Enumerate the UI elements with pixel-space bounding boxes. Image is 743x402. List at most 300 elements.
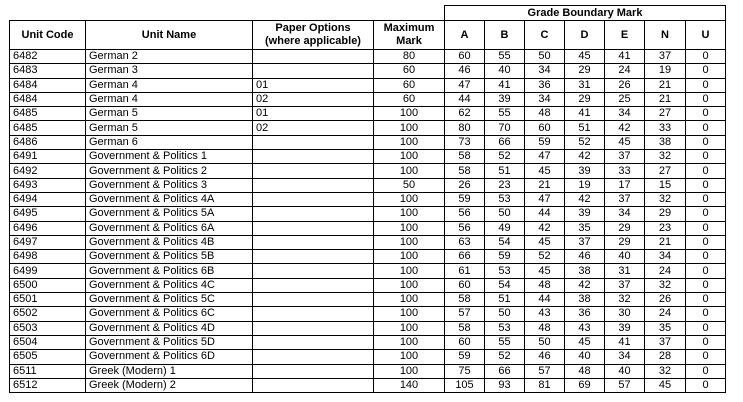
grade-e-cell: 33 bbox=[605, 164, 645, 178]
grade-d-header: D bbox=[565, 21, 605, 50]
paper-options-header bbox=[253, 21, 374, 50]
grade-d-cell: 42 bbox=[565, 150, 605, 164]
unit-name-cell: Government & Politics 5C bbox=[86, 293, 253, 307]
unit-name-cell: Government & Politics 5A bbox=[86, 207, 253, 221]
paper-option-cell bbox=[253, 164, 374, 178]
grade-u-cell: 0 bbox=[686, 264, 726, 278]
grade-d-cell: 38 bbox=[565, 293, 605, 307]
grade-c-cell: 50 bbox=[525, 335, 565, 349]
unit-name-cell: German 5 bbox=[86, 107, 253, 121]
grade-u-cell: 0 bbox=[686, 221, 726, 235]
header-row-2 bbox=[10, 21, 726, 50]
paper-option-cell bbox=[253, 250, 374, 264]
paper-option-cell bbox=[253, 278, 374, 292]
grade-a-cell: 75 bbox=[445, 364, 485, 378]
paper-option-cell bbox=[253, 64, 374, 78]
unit-code-cell: 6504 bbox=[10, 335, 86, 349]
table-row bbox=[10, 50, 726, 64]
grade-d-cell: 69 bbox=[565, 378, 605, 392]
grade-d-cell: 46 bbox=[565, 250, 605, 264]
grade-a-cell: 44 bbox=[445, 92, 485, 106]
grade-c-cell: 34 bbox=[525, 92, 565, 106]
grade-a-cell: 62 bbox=[445, 107, 485, 121]
grade-n-cell: 32 bbox=[645, 278, 686, 292]
grade-b-cell: 50 bbox=[485, 207, 525, 221]
maximum-mark-cell: 100 bbox=[374, 307, 445, 321]
maximum-line2: Mark bbox=[396, 35, 422, 47]
table-row bbox=[10, 78, 726, 92]
grade-n-header: N bbox=[645, 21, 686, 50]
unit-name-cell: Government & Politics 4D bbox=[86, 321, 253, 335]
unit-name-cell: Government & Politics 5B bbox=[86, 250, 253, 264]
unit-name-cell: Government & Politics 6B bbox=[86, 264, 253, 278]
grade-d-cell: 45 bbox=[565, 335, 605, 349]
table-row bbox=[10, 121, 726, 135]
paper-option-cell bbox=[253, 335, 374, 349]
grade-b-cell: 51 bbox=[485, 293, 525, 307]
grade-c-cell: 44 bbox=[525, 207, 565, 221]
unit-code-cell: 6501 bbox=[10, 293, 86, 307]
grade-b-cell: 66 bbox=[485, 135, 525, 149]
grade-a-cell: 56 bbox=[445, 207, 485, 221]
grade-b-header: B bbox=[485, 21, 525, 50]
grade-e-cell: 34 bbox=[605, 350, 645, 364]
grade-u-cell: 0 bbox=[686, 121, 726, 135]
header-spacer bbox=[10, 6, 445, 21]
grade-u-cell: 0 bbox=[686, 278, 726, 292]
grade-c-cell: 60 bbox=[525, 121, 565, 135]
paper-option-cell bbox=[253, 293, 374, 307]
paper-option-cell bbox=[253, 178, 374, 192]
unit-name-cell: Government & Politics 3 bbox=[86, 178, 253, 192]
grade-b-cell: 23 bbox=[485, 178, 525, 192]
grade-d-cell: 36 bbox=[565, 307, 605, 321]
maximum-mark-header bbox=[374, 21, 445, 50]
table-row bbox=[10, 364, 726, 378]
grade-n-cell: 37 bbox=[645, 335, 686, 349]
grade-b-cell: 41 bbox=[485, 78, 525, 92]
maximum-mark-cell: 100 bbox=[374, 135, 445, 149]
grade-a-cell: 63 bbox=[445, 235, 485, 249]
grade-u-cell: 0 bbox=[686, 178, 726, 192]
grade-n-cell: 29 bbox=[645, 207, 686, 221]
paper-option-cell bbox=[253, 364, 374, 378]
grade-c-cell: 36 bbox=[525, 78, 565, 92]
table-body bbox=[10, 50, 726, 393]
grade-n-cell: 32 bbox=[645, 364, 686, 378]
paper-option-cell bbox=[253, 235, 374, 249]
paper-option-cell bbox=[253, 264, 374, 278]
table-row bbox=[10, 350, 726, 364]
grade-b-cell: 53 bbox=[485, 192, 525, 206]
grade-b-cell: 53 bbox=[485, 321, 525, 335]
grade-boundary-table-container bbox=[9, 5, 726, 393]
grade-b-cell: 70 bbox=[485, 121, 525, 135]
grade-u-cell: 0 bbox=[686, 164, 726, 178]
grade-b-cell: 54 bbox=[485, 235, 525, 249]
unit-code-header: Unit Code bbox=[10, 21, 86, 50]
grade-u-cell: 0 bbox=[686, 335, 726, 349]
unit-code-cell: 6498 bbox=[10, 250, 86, 264]
table-row bbox=[10, 307, 726, 321]
grade-b-cell: 54 bbox=[485, 278, 525, 292]
grade-u-cell: 0 bbox=[686, 64, 726, 78]
grade-n-cell: 15 bbox=[645, 178, 686, 192]
maximum-mark-cell: 50 bbox=[374, 178, 445, 192]
maximum-mark-cell: 100 bbox=[374, 164, 445, 178]
maximum-mark-cell: 100 bbox=[374, 335, 445, 349]
paper-option-cell bbox=[253, 150, 374, 164]
table-row bbox=[10, 92, 726, 106]
unit-code-cell: 6495 bbox=[10, 207, 86, 221]
grade-e-cell: 42 bbox=[605, 121, 645, 135]
grade-d-cell: 38 bbox=[565, 264, 605, 278]
maximum-mark-cell: 100 bbox=[374, 107, 445, 121]
maximum-mark-cell: 100 bbox=[374, 278, 445, 292]
grade-b-cell: 51 bbox=[485, 164, 525, 178]
grade-e-cell: 37 bbox=[605, 278, 645, 292]
grade-a-cell: 59 bbox=[445, 350, 485, 364]
grade-n-cell: 21 bbox=[645, 78, 686, 92]
unit-code-cell: 6492 bbox=[10, 164, 86, 178]
grade-d-cell: 41 bbox=[565, 107, 605, 121]
grade-d-cell: 29 bbox=[565, 92, 605, 106]
unit-name-cell: Government & Politics 6D bbox=[86, 350, 253, 364]
unit-name-cell: Government & Politics 6C bbox=[86, 307, 253, 321]
grade-a-cell: 60 bbox=[445, 335, 485, 349]
grade-n-cell: 28 bbox=[645, 350, 686, 364]
maximum-mark-cell: 100 bbox=[374, 221, 445, 235]
grade-e-cell: 41 bbox=[605, 335, 645, 349]
unit-name-cell: Government & Politics 5D bbox=[86, 335, 253, 349]
grade-c-cell: 45 bbox=[525, 164, 565, 178]
header-row-1 bbox=[10, 6, 726, 21]
grade-a-cell: 26 bbox=[445, 178, 485, 192]
grade-d-cell: 39 bbox=[565, 207, 605, 221]
grade-b-cell: 40 bbox=[485, 64, 525, 78]
grade-a-cell: 58 bbox=[445, 164, 485, 178]
grade-e-cell: 39 bbox=[605, 321, 645, 335]
grade-c-cell: 46 bbox=[525, 350, 565, 364]
grade-u-cell: 0 bbox=[686, 235, 726, 249]
grade-e-cell: 40 bbox=[605, 250, 645, 264]
grade-c-cell: 48 bbox=[525, 107, 565, 121]
unit-code-cell: 6482 bbox=[10, 50, 86, 64]
paper-option-cell bbox=[253, 135, 374, 149]
table-row bbox=[10, 164, 726, 178]
unit-code-cell: 6484 bbox=[10, 78, 86, 92]
grade-b-cell: 55 bbox=[485, 107, 525, 121]
unit-code-cell: 6497 bbox=[10, 235, 86, 249]
grade-n-cell: 26 bbox=[645, 293, 686, 307]
table-row bbox=[10, 378, 726, 392]
grade-u-cell: 0 bbox=[686, 307, 726, 321]
grade-n-cell: 45 bbox=[645, 378, 686, 392]
grade-a-cell: 73 bbox=[445, 135, 485, 149]
grade-u-cell: 0 bbox=[686, 135, 726, 149]
grade-d-cell: 43 bbox=[565, 321, 605, 335]
grade-n-cell: 27 bbox=[645, 164, 686, 178]
grade-n-cell: 24 bbox=[645, 307, 686, 321]
grade-d-cell: 45 bbox=[565, 50, 605, 64]
grade-a-cell: 46 bbox=[445, 64, 485, 78]
grade-a-cell: 56 bbox=[445, 221, 485, 235]
grade-n-cell: 34 bbox=[645, 250, 686, 264]
paper-option-cell bbox=[253, 350, 374, 364]
maximum-mark-cell: 100 bbox=[374, 250, 445, 264]
grade-c-cell: 48 bbox=[525, 278, 565, 292]
grade-c-header: C bbox=[525, 21, 565, 50]
grade-e-cell: 34 bbox=[605, 207, 645, 221]
grade-u-cell: 0 bbox=[686, 78, 726, 92]
paper-option-cell: 01 bbox=[253, 78, 374, 92]
table-row bbox=[10, 192, 726, 206]
grade-d-cell: 39 bbox=[565, 164, 605, 178]
unit-name-header: Unit Name bbox=[86, 21, 253, 50]
table-row bbox=[10, 250, 726, 264]
grade-n-cell: 24 bbox=[645, 264, 686, 278]
grade-c-cell: 43 bbox=[525, 307, 565, 321]
grade-a-header: A bbox=[445, 21, 485, 50]
maximum-mark-cell: 100 bbox=[374, 321, 445, 335]
grade-c-cell: 50 bbox=[525, 50, 565, 64]
grade-a-cell: 61 bbox=[445, 264, 485, 278]
unit-name-cell: German 5 bbox=[86, 121, 253, 135]
maximum-mark-cell: 140 bbox=[374, 378, 445, 392]
grade-u-cell: 0 bbox=[686, 364, 726, 378]
grade-a-cell: 105 bbox=[445, 378, 485, 392]
grade-c-cell: 59 bbox=[525, 135, 565, 149]
table-row bbox=[10, 221, 726, 235]
grade-a-cell: 60 bbox=[445, 278, 485, 292]
grade-d-cell: 52 bbox=[565, 135, 605, 149]
grade-c-cell: 52 bbox=[525, 250, 565, 264]
maximum-mark-cell: 80 bbox=[374, 50, 445, 64]
grade-c-cell: 21 bbox=[525, 178, 565, 192]
unit-name-cell: German 4 bbox=[86, 78, 253, 92]
grade-e-cell: 17 bbox=[605, 178, 645, 192]
grade-e-cell: 29 bbox=[605, 235, 645, 249]
grade-e-cell: 37 bbox=[605, 192, 645, 206]
paper-options-line1: Paper Options bbox=[275, 22, 351, 34]
grade-n-cell: 32 bbox=[645, 150, 686, 164]
grade-c-cell: 48 bbox=[525, 321, 565, 335]
unit-code-cell: 6491 bbox=[10, 150, 86, 164]
grade-e-cell: 30 bbox=[605, 307, 645, 321]
unit-code-cell: 6485 bbox=[10, 121, 86, 135]
unit-name-cell: German 2 bbox=[86, 50, 253, 64]
grade-u-cell: 0 bbox=[686, 293, 726, 307]
unit-code-cell: 6483 bbox=[10, 64, 86, 78]
unit-name-cell: Government & Politics 1 bbox=[86, 150, 253, 164]
paper-option-cell bbox=[253, 50, 374, 64]
grade-e-cell: 57 bbox=[605, 378, 645, 392]
maximum-mark-cell: 100 bbox=[374, 192, 445, 206]
maximum-mark-cell: 100 bbox=[374, 235, 445, 249]
grade-b-cell: 52 bbox=[485, 150, 525, 164]
table-row bbox=[10, 321, 726, 335]
unit-name-cell: Greek (Modern) 1 bbox=[86, 364, 253, 378]
grade-n-cell: 21 bbox=[645, 235, 686, 249]
grade-a-cell: 66 bbox=[445, 250, 485, 264]
table-row bbox=[10, 207, 726, 221]
unit-code-cell: 6499 bbox=[10, 264, 86, 278]
grade-c-cell: 47 bbox=[525, 192, 565, 206]
grade-e-cell: 45 bbox=[605, 135, 645, 149]
grade-n-cell: 27 bbox=[645, 107, 686, 121]
grade-u-cell: 0 bbox=[686, 207, 726, 221]
grade-d-cell: 42 bbox=[565, 278, 605, 292]
grade-e-cell: 31 bbox=[605, 264, 645, 278]
maximum-mark-cell: 100 bbox=[374, 150, 445, 164]
table-row bbox=[10, 264, 726, 278]
grade-a-cell: 58 bbox=[445, 293, 485, 307]
unit-code-cell: 6512 bbox=[10, 378, 86, 392]
maximum-mark-cell: 100 bbox=[374, 121, 445, 135]
table-row bbox=[10, 278, 726, 292]
grade-a-cell: 80 bbox=[445, 121, 485, 135]
grade-c-cell: 45 bbox=[525, 264, 565, 278]
table-row bbox=[10, 64, 726, 78]
unit-code-cell: 6502 bbox=[10, 307, 86, 321]
grade-b-cell: 93 bbox=[485, 378, 525, 392]
maximum-mark-cell: 100 bbox=[374, 293, 445, 307]
grade-e-cell: 37 bbox=[605, 150, 645, 164]
unit-code-cell: 6496 bbox=[10, 221, 86, 235]
grade-d-cell: 31 bbox=[565, 78, 605, 92]
grade-u-cell: 0 bbox=[686, 378, 726, 392]
table-row bbox=[10, 235, 726, 249]
unit-name-cell: Government & Politics 4B bbox=[86, 235, 253, 249]
grade-e-header: E bbox=[605, 21, 645, 50]
grade-e-cell: 29 bbox=[605, 221, 645, 235]
table-row bbox=[10, 135, 726, 149]
unit-name-cell: Greek (Modern) 2 bbox=[86, 378, 253, 392]
maximum-mark-cell: 100 bbox=[374, 264, 445, 278]
grade-e-cell: 34 bbox=[605, 107, 645, 121]
grade-n-cell: 21 bbox=[645, 92, 686, 106]
grade-c-cell: 44 bbox=[525, 293, 565, 307]
grade-n-cell: 38 bbox=[645, 135, 686, 149]
grade-d-cell: 29 bbox=[565, 64, 605, 78]
grade-d-cell: 42 bbox=[565, 192, 605, 206]
grade-b-cell: 50 bbox=[485, 307, 525, 321]
grade-a-cell: 47 bbox=[445, 78, 485, 92]
grade-b-cell: 59 bbox=[485, 250, 525, 264]
grade-c-cell: 57 bbox=[525, 364, 565, 378]
unit-name-cell: German 4 bbox=[86, 92, 253, 106]
unit-name-cell: Government & Politics 4A bbox=[86, 192, 253, 206]
grade-a-cell: 58 bbox=[445, 321, 485, 335]
table-row bbox=[10, 107, 726, 121]
grade-b-cell: 52 bbox=[485, 350, 525, 364]
grade-u-cell: 0 bbox=[686, 107, 726, 121]
grade-c-cell: 34 bbox=[525, 64, 565, 78]
unit-code-cell: 6485 bbox=[10, 107, 86, 121]
grade-u-cell: 0 bbox=[686, 192, 726, 206]
grade-boundary-header: Grade Boundary Mark bbox=[445, 6, 726, 21]
grade-a-cell: 58 bbox=[445, 150, 485, 164]
grade-u-cell: 0 bbox=[686, 350, 726, 364]
maximum-mark-cell: 100 bbox=[374, 364, 445, 378]
grade-e-cell: 25 bbox=[605, 92, 645, 106]
table-row bbox=[10, 150, 726, 164]
paper-option-cell bbox=[253, 192, 374, 206]
unit-code-cell: 6484 bbox=[10, 92, 86, 106]
grade-d-cell: 19 bbox=[565, 178, 605, 192]
grade-d-cell: 48 bbox=[565, 364, 605, 378]
unit-code-cell: 6500 bbox=[10, 278, 86, 292]
paper-option-cell: 02 bbox=[253, 121, 374, 135]
unit-name-cell: German 3 bbox=[86, 64, 253, 78]
unit-code-cell: 6493 bbox=[10, 178, 86, 192]
table-row bbox=[10, 335, 726, 349]
table-header bbox=[10, 6, 726, 50]
unit-name-cell: Government & Politics 4C bbox=[86, 278, 253, 292]
grade-u-cell: 0 bbox=[686, 50, 726, 64]
grade-boundary-table bbox=[9, 5, 726, 393]
grade-b-cell: 55 bbox=[485, 50, 525, 64]
table-row bbox=[10, 293, 726, 307]
table-row bbox=[10, 178, 726, 192]
maximum-line1: Maximum bbox=[383, 22, 435, 34]
paper-option-cell bbox=[253, 307, 374, 321]
grade-e-cell: 32 bbox=[605, 293, 645, 307]
grade-b-cell: 49 bbox=[485, 221, 525, 235]
paper-options-line2: (where applicable) bbox=[265, 35, 361, 47]
grade-n-cell: 33 bbox=[645, 121, 686, 135]
unit-name-cell: Government & Politics 6A bbox=[86, 221, 253, 235]
grade-c-cell: 81 bbox=[525, 378, 565, 392]
grade-e-cell: 40 bbox=[605, 364, 645, 378]
grade-n-cell: 23 bbox=[645, 221, 686, 235]
maximum-mark-cell: 60 bbox=[374, 92, 445, 106]
maximum-mark-cell: 60 bbox=[374, 64, 445, 78]
unit-code-cell: 6505 bbox=[10, 350, 86, 364]
grade-a-cell: 59 bbox=[445, 192, 485, 206]
grade-d-cell: 40 bbox=[565, 350, 605, 364]
grade-d-cell: 37 bbox=[565, 235, 605, 249]
grade-n-cell: 35 bbox=[645, 321, 686, 335]
maximum-mark-cell: 100 bbox=[374, 207, 445, 221]
grade-u-cell: 0 bbox=[686, 321, 726, 335]
grade-u-cell: 0 bbox=[686, 250, 726, 264]
grade-d-cell: 35 bbox=[565, 221, 605, 235]
paper-option-cell bbox=[253, 378, 374, 392]
grade-n-cell: 32 bbox=[645, 192, 686, 206]
unit-code-cell: 6494 bbox=[10, 192, 86, 206]
grade-u-cell: 0 bbox=[686, 150, 726, 164]
grade-c-cell: 45 bbox=[525, 235, 565, 249]
grade-d-cell: 51 bbox=[565, 121, 605, 135]
grade-b-cell: 66 bbox=[485, 364, 525, 378]
maximum-mark-cell: 60 bbox=[374, 78, 445, 92]
grade-b-cell: 53 bbox=[485, 264, 525, 278]
paper-option-cell: 01 bbox=[253, 107, 374, 121]
grade-e-cell: 41 bbox=[605, 50, 645, 64]
maximum-mark-cell: 100 bbox=[374, 350, 445, 364]
unit-name-cell: Government & Politics 2 bbox=[86, 164, 253, 178]
grade-c-cell: 42 bbox=[525, 221, 565, 235]
paper-option-cell: 02 bbox=[253, 92, 374, 106]
grade-c-cell: 47 bbox=[525, 150, 565, 164]
unit-name-cell: German 6 bbox=[86, 135, 253, 149]
grade-n-cell: 19 bbox=[645, 64, 686, 78]
unit-code-cell: 6503 bbox=[10, 321, 86, 335]
grade-n-cell: 37 bbox=[645, 50, 686, 64]
paper-option-cell bbox=[253, 221, 374, 235]
grade-b-cell: 39 bbox=[485, 92, 525, 106]
